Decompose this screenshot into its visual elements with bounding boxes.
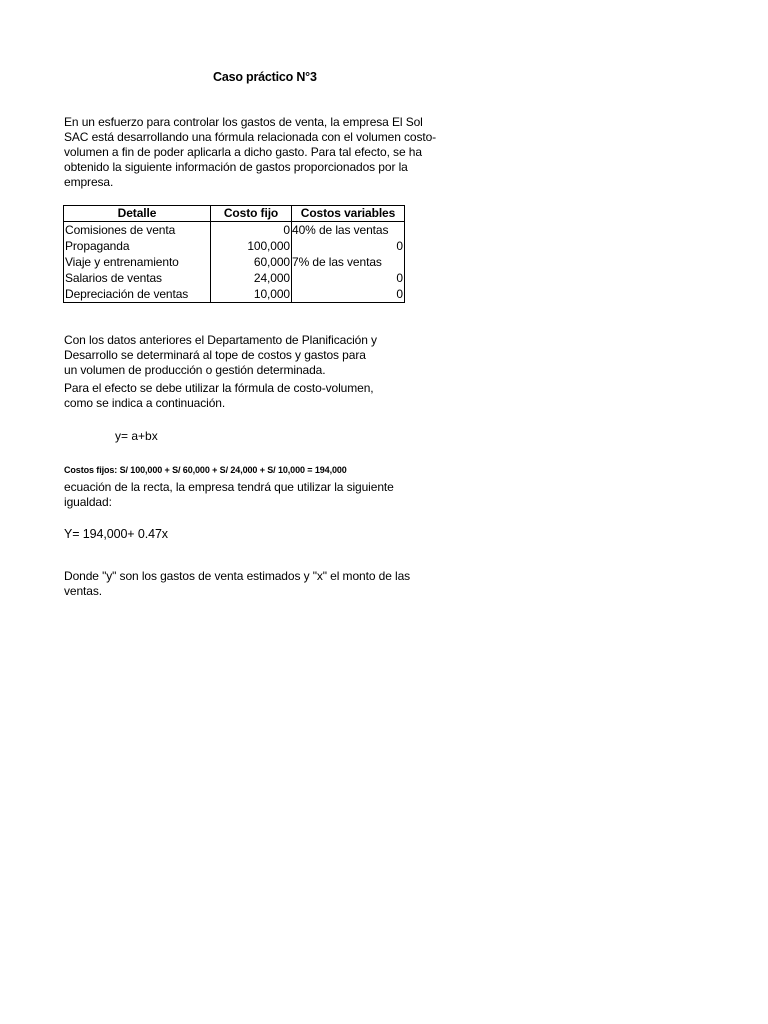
definition-line: Donde "y" son los gastos de venta estimados y "x" el monto de las <box>64 569 411 583</box>
table-row <box>64 270 405 286</box>
cell-detalle: Propaganda <box>64 238 211 254</box>
header-costo-fijo: Costo fijo <box>211 206 292 222</box>
cell-costos-variables: 7% de las ventas <box>292 254 405 270</box>
cell-costo-fijo: 100,000 <box>211 238 292 254</box>
intro-line: En un esfuerzo para controlar los gastos de venta, la empresa El Sol <box>64 115 423 129</box>
cost-volume-formula: y= a+bx <box>115 429 158 443</box>
header-costos-variables: Costos variables <box>292 206 405 222</box>
intro-paragraph <box>64 115 436 190</box>
intro-line: SAC está desarrollando una fórmula relacionada con el volumen costo- <box>64 130 437 144</box>
cell-detalle: Depreciación de ventas <box>64 286 211 303</box>
table-row <box>64 238 405 254</box>
line-equation: Y= 194,000+ 0.47x <box>64 527 168 541</box>
planning-line: Desarrollo se determinará al tope de costos y gastos para <box>64 348 366 362</box>
table-row <box>64 286 405 303</box>
table-header-row <box>64 206 405 222</box>
formula-intro-paragraph <box>64 381 374 411</box>
cell-costo-fijo: 24,000 <box>211 270 292 286</box>
intro-line: volumen a fin de poder aplicarla a dicho gasto. Para tal efecto, se ha <box>64 145 422 159</box>
cell-costos-variables: 40% de las ventas <box>292 222 405 239</box>
equation-intro-line: ecuación de la recta, la empresa tendrá que utilizar la siguiente <box>64 480 394 494</box>
cell-costo-fijo: 10,000 <box>211 286 292 303</box>
equation-intro-paragraph <box>64 480 394 510</box>
formula-intro-line: Para el efecto se debe utilizar la fórmula de costo-volumen, <box>64 381 374 395</box>
cell-costos-variables: 0 <box>292 270 405 286</box>
equation-intro-line: igualdad: <box>64 495 112 509</box>
planning-line: Con los datos anteriores el Departamento de Planificación y <box>64 333 377 347</box>
cell-detalle: Comisiones de venta <box>64 222 211 239</box>
fixed-costs-note: Costos fijos: S/ 100,000 + S/ 60,000 + S/ 24,000 + S/ 10,000 = 194,000 <box>64 465 347 475</box>
formula-intro-line: como se indica a continuación. <box>64 396 226 410</box>
cell-costos-variables: 0 <box>292 286 405 303</box>
document-title: Caso práctico N°3 <box>213 70 317 84</box>
cell-costo-fijo: 60,000 <box>211 254 292 270</box>
planning-line: un volumen de producción o gestión determinada. <box>64 363 326 377</box>
table-row <box>64 254 405 270</box>
definition-line: ventas. <box>64 584 102 598</box>
cell-detalle: Viaje y entrenamiento <box>64 254 211 270</box>
intro-line: obtenido la siguiente información de gastos proporcionados por la <box>64 160 408 174</box>
definition-paragraph <box>64 569 410 599</box>
cell-detalle: Salarios de ventas <box>64 270 211 286</box>
intro-line: empresa. <box>64 175 114 189</box>
cell-costo-fijo: 0 <box>211 222 292 239</box>
header-detalle: Detalle <box>64 206 211 222</box>
table-row <box>64 222 405 239</box>
planning-paragraph <box>64 333 377 378</box>
expenses-table <box>63 205 405 303</box>
cell-costos-variables: 0 <box>292 238 405 254</box>
